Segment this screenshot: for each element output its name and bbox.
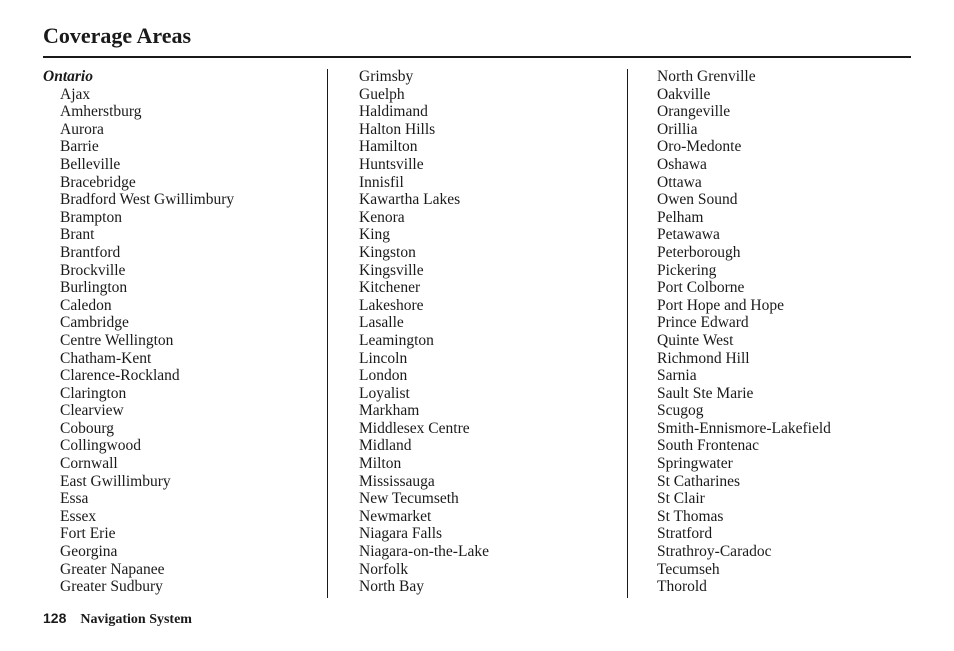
coverage-area-item: Brantford [60, 243, 121, 261]
coverage-area-item: North Grenville [657, 68, 756, 85]
column-divider [627, 69, 628, 598]
coverage-area-item: Peterborough [657, 243, 741, 261]
coverage-area-item: Belleville [60, 155, 121, 173]
coverage-area-item: Kingsville [359, 261, 424, 279]
coverage-area-item: Newmarket [359, 507, 432, 525]
coverage-area-item: Petawawa [657, 226, 720, 244]
coverage-area-item: Norfolk [359, 560, 409, 578]
coverage-area-item: Clarence-Rockland [60, 367, 180, 385]
coverage-area-item: Midland [359, 437, 412, 455]
coverage-area-item: Brant [60, 226, 95, 244]
coverage-area-item: Strathroy-Caradoc [657, 543, 772, 561]
coverage-area-item: Kingston [359, 243, 416, 261]
coverage-area-item: North Bay [359, 578, 425, 596]
coverage-area-item: Port Colborne [657, 279, 745, 297]
coverage-area-item: Loyalist [359, 384, 410, 402]
coverage-area-item: Grimsby [359, 68, 414, 85]
coverage-area-item: Lasalle [359, 314, 404, 332]
coverage-area-item: Stratford [657, 525, 713, 543]
coverage-area-item: Halton Hills [359, 120, 436, 138]
coverage-area-item: Guelph [359, 85, 405, 103]
coverage-area-item: Brockville [60, 261, 126, 279]
coverage-area-item: Markham [359, 402, 420, 420]
coverage-area-item: Tecumseh [657, 560, 720, 578]
coverage-area-item: Lincoln [359, 349, 408, 367]
coverage-area-item: Oakville [657, 85, 711, 103]
coverage-column-2 [359, 68, 489, 596]
coverage-area-item: Niagara Falls [359, 525, 443, 543]
coverage-area-item: Prince Edward [657, 314, 749, 332]
coverage-area-item: Sault Ste Marie [657, 384, 754, 402]
coverage-area-item: Leamington [359, 331, 434, 349]
coverage-area-item: St Clair [657, 490, 705, 508]
coverage-area-item: Kenora [359, 208, 405, 226]
coverage-area-item: Orangeville [657, 103, 731, 121]
coverage-area-item: Ajax [60, 85, 91, 103]
coverage-area-item: South Frontenac [657, 437, 760, 455]
coverage-area-item: Thorold [657, 578, 707, 596]
coverage-area-item: Richmond Hill [657, 349, 750, 367]
column-divider [327, 69, 328, 598]
coverage-area-item: St Catharines [657, 472, 741, 490]
coverage-area-item: Bracebridge [60, 173, 136, 191]
coverage-area-item: Pelham [657, 208, 704, 226]
coverage-column-3 [657, 68, 831, 596]
coverage-area-item: Essa [60, 490, 89, 508]
coverage-area-item: Centre Wellington [60, 331, 174, 349]
region-heading: Ontario [43, 68, 93, 85]
coverage-area-item: Collingwood [60, 437, 141, 455]
coverage-area-item: Oro-Medonte [657, 138, 742, 156]
coverage-area-item: Port Hope and Hope [657, 296, 784, 314]
coverage-area-item: St Thomas [657, 507, 724, 525]
coverage-area-item: Haldimand [359, 103, 428, 121]
coverage-area-item: Clarington [60, 384, 127, 402]
coverage-area-item: Springwater [657, 455, 733, 473]
coverage-area-item: Greater Napanee [60, 560, 165, 578]
coverage-area-item: Quinte West [657, 331, 734, 349]
coverage-area-item: Amherstburg [60, 103, 142, 121]
coverage-column-1 [43, 68, 234, 596]
coverage-area-item: Sarnia [657, 367, 697, 385]
coverage-area-item: Cambridge [60, 314, 129, 332]
section-label: Navigation System [80, 612, 192, 627]
coverage-area-item: Bradford West Gwillimbury [60, 191, 235, 209]
coverage-area-item: Orillia [657, 120, 698, 138]
coverage-area-item: Oshawa [657, 155, 707, 173]
coverage-area-item: Huntsville [359, 155, 424, 173]
coverage-area-item: Kitchener [359, 279, 421, 297]
coverage-area-item: Niagara-on-the-Lake [359, 543, 489, 561]
coverage-area-item: Chatham-Kent [60, 349, 152, 367]
coverage-area-item: Caledon [60, 296, 112, 314]
coverage-area-item: Clearview [60, 402, 124, 420]
coverage-area-item: Innisfil [359, 173, 404, 191]
coverage-area-item: Cornwall [60, 455, 118, 473]
coverage-area-item: New Tecumseth [359, 490, 459, 508]
coverage-area-item: Pickering [657, 261, 717, 279]
coverage-area-item: Mississauga [359, 472, 435, 490]
coverage-area-item: Milton [359, 455, 402, 473]
title-rule [43, 56, 911, 58]
coverage-area-item: Smith-Ennismore-Lakefield [657, 419, 831, 437]
coverage-area-item: Burlington [60, 279, 128, 297]
coverage-area-item: Greater Sudbury [60, 578, 163, 596]
coverage-area-item: Owen Sound [657, 191, 738, 209]
coverage-area-item: Hamilton [359, 138, 418, 156]
page-title: Coverage Areas [43, 23, 192, 48]
coverage-area-item: Scugog [657, 402, 704, 420]
coverage-area-item: Essex [60, 507, 97, 525]
coverage-area-item: Georgina [60, 543, 118, 561]
coverage-area-item: London [359, 367, 408, 385]
coverage-area-item: Cobourg [60, 419, 114, 437]
page-number: 128 [43, 610, 67, 626]
coverage-area-item: King [359, 226, 390, 244]
coverage-area-item: Aurora [60, 120, 104, 138]
coverage-area-item: Barrie [60, 138, 99, 156]
coverage-area-item: Ottawa [657, 173, 702, 191]
coverage-area-item: Middlesex Centre [359, 419, 470, 437]
coverage-area-item: Brampton [60, 208, 122, 226]
coverage-area-item: East Gwillimbury [60, 472, 171, 490]
page-footer [43, 609, 192, 629]
coverage-area-item: Lakeshore [359, 296, 424, 314]
coverage-area-item: Kawartha Lakes [359, 191, 461, 209]
coverage-area-item: Fort Erie [60, 525, 116, 543]
